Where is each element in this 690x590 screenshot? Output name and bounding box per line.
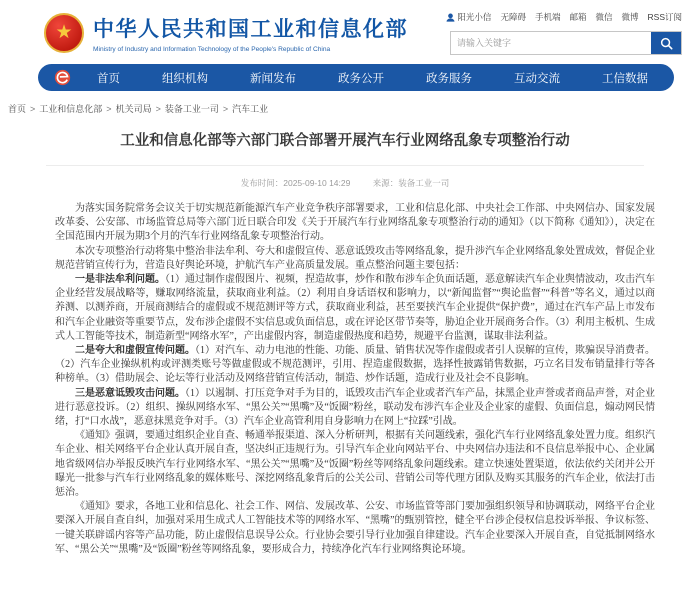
breadcrumb-home[interactable]: 首页	[8, 104, 27, 114]
site-header	[0, 0, 690, 61]
title-divider	[46, 165, 644, 166]
paragraph: 二是夸大和虚假宣传问题。（1）对汽车、动力电池的性能、功能、质量、销售状况等作虚假或者引人误解的宣传，欺骗误导消费者。（2）汽车企业操纵机构或评测类账号等做虚假或不规范测评，引用、捏造虚假数据，选择性披露销售数据，巧立名目发布销量排行等各种榜单。（3）借助展会、论坛等行业活动及网络营销宣传活动，制造、炒作话题，造成行业及社会不良影响。	[55, 345, 655, 385]
paragraph: 《通知》要求，各地工业和信息化、社会工作、网信、发展改革、公安、市场监管等部门要加强组织领导和协调联动，网络平台企业要深入开展自查自纠，加强对采用生成式人工智能技术等的网络水军、“黑嘴”的甄别管控，健全平台涉企侵权信息投诉举报、争议标签、一键关联辟谣内容等产品功能，防止虚假信息误导公众。行业协会要引导行业加强自律建设。汽车企业要深入开展自查，自觉抵制网络水军、“黑公关”“黑嘴”及“饭圈”粉丝等网络乱象，要形成合力，持续净化汽车行业网络舆论环境。	[55, 501, 655, 555]
top-link-weibo[interactable]: 微博	[621, 12, 639, 22]
search-input[interactable]	[451, 32, 651, 54]
breadcrumb-separator: >	[155, 104, 161, 114]
nav-item-miit-data[interactable]: 工信数据	[602, 72, 648, 85]
breadcrumb	[8, 102, 690, 115]
breadcrumb-separator: >	[106, 104, 112, 114]
publish-time: 2025-09-10 14:29	[283, 178, 351, 189]
top-link-wechat[interactable]: 微信	[595, 12, 613, 22]
main-nav	[38, 64, 674, 91]
article-meta	[0, 177, 690, 189]
nav-item-news[interactable]: 新闻发布	[250, 72, 296, 85]
ministry-name-en: Ministry of Industry and Information Technology of the People's Republic of China	[93, 46, 331, 53]
publish-time-label: 发布时间：	[240, 178, 284, 189]
breadcrumb-equipment-dept[interactable]: 装备工业一司	[164, 104, 219, 114]
site-brand	[44, 11, 408, 55]
search-icon	[660, 37, 673, 50]
nav-item-gov-affairs[interactable]: 政务公开	[338, 72, 384, 85]
miit-logo-icon	[54, 69, 71, 86]
national-emblem-icon: ★	[44, 13, 84, 53]
breadcrumb-separator: >	[222, 104, 229, 114]
article-body	[55, 202, 655, 557]
paragraph: 一是非法牟利问题。（1）通过制作虚假图片、视频，捏造故事，炒作和散布涉车企负面话题，恶意解读汽车企业舆情波动，攻击汽车企业经营发展战略等，赚取网络流量，获取商业利益。（2）利用自身话语权和影响力，以“新闻监督”“舆论监督”“科普”等名义，通过以商养测、以测养商，开展商测结合的虚假或不规范测评等方式，获取商业利益，甚至要挟汽车企业提供“保护费”，通过在汽车产品上市发布和汽车企业融资等重要节点，发布涉企虚假不实信息或负面信息，或在评论区带节奏等，胁迫企业开展商务合作。（3）利用主板机、生成式人工智能等技术，制造新型“网络水军”，产出虚假内容，制造虚假热度和趋势，规避平台监测，谋取非法利益。	[55, 274, 655, 342]
nav-item-interaction[interactable]: 互动交流	[514, 72, 560, 85]
breadcrumb-departments[interactable]: 机关司局	[115, 104, 152, 114]
top-link-mobile[interactable]: 手机端	[534, 12, 561, 22]
search-bar	[450, 31, 682, 55]
nav-item-gov-services[interactable]: 政务服务	[426, 72, 472, 85]
top-utility-links	[450, 11, 682, 23]
breadcrumb-separator: >	[30, 104, 36, 114]
assistant-icon	[446, 13, 455, 22]
source-value: 装备工业一司	[398, 178, 450, 189]
ministry-name-cn: 中华人民共和国工业和信息化部	[93, 18, 408, 41]
search-button[interactable]	[651, 32, 681, 54]
top-link-rss[interactable]: RSS订阅	[647, 12, 682, 22]
article	[0, 131, 690, 557]
breadcrumb-miit[interactable]: 工业和信息化部	[39, 104, 103, 114]
paragraph: 《通知》强调，要通过组织企业自查、畅通举报渠道、深入分析研判，根据有关问题线索，强化汽车行业网络乱象处置力度。组织汽车企业、相关网络平台企业认真开展自查，坚决纠正违规行为。引导汽车企业向网站平台、中央网信办违法和不良信息举报中心、企业属地省级网信办举报反映汽车行业网络水军、“黑公关”“黑嘴”及“饭圈”粉丝等网络乱象问题线索。建立快速处置渠道，依法依约关闭并公开曝光一批参与汽车行业网络乱象的媒体账号、深挖网络乱象背后的公关公司、营销公司等代理方团队及购买其服务的汽车企业，依法打击惩治。	[55, 430, 655, 499]
breadcrumb-auto-industry[interactable]: 汽车工业	[232, 104, 269, 114]
top-link-accessibility[interactable]: 无障碍	[500, 12, 526, 22]
source-label: 来源：	[372, 178, 399, 189]
nav-item-organization[interactable]: 组织机构	[162, 72, 208, 85]
top-link-mail[interactable]: 邮箱	[569, 12, 587, 22]
paragraph: 本次专项整治行动将集中整治非法牟利、夸大和虚假宣传、恶意诋毁攻击等网络乱象，提升涉汽车企业网络乱象处置成效，督促企业规范营销宣传行为，营造良好舆论环境，护航汽车产业高质量发展。重点整治问题主要包括：	[55, 245, 655, 271]
page-title: 工业和信息化部等六部门联合部署开展汽车行业网络乱象专项整治行动	[120, 133, 570, 149]
paragraph: 为落实国务院常务会议关于切实规范新能源汽车产业竞争秩序部署要求，工业和信息化部、中央社会工作部、中央网信办、国家发展改革委、公安部、市场监管总局等六部门近日联合印发《关于开展汽车行业网络乱象专项整治行动的通知》（以下简称《通知》），决定在全国范围内开展为期3个月的汽车行业网络乱象专项整治行动。	[55, 203, 655, 243]
nav-item-home[interactable]: 首页	[97, 72, 120, 85]
top-link-assistant[interactable]: 阳光小信	[446, 11, 491, 23]
paragraph: 三是恶意诋毁攻击问题。（1）以遏制、打压竞争对手为目的，诋毁攻击汽车企业或者汽车产品，抹黑企业声誉或者商品声誉，对企业进行恶意投诉。（2）组织、操纵网络水军、“黑公关”“黑嘴”及“饭圈”粉丝，联动发布涉汽车企业及企业家的虚假、负面信息，煽动网民情绪，打“口水战”，恶意抹黑竞争对手。（3）汽车企业高管利用自身影响力在网上“拉踩”引战。	[55, 387, 655, 428]
